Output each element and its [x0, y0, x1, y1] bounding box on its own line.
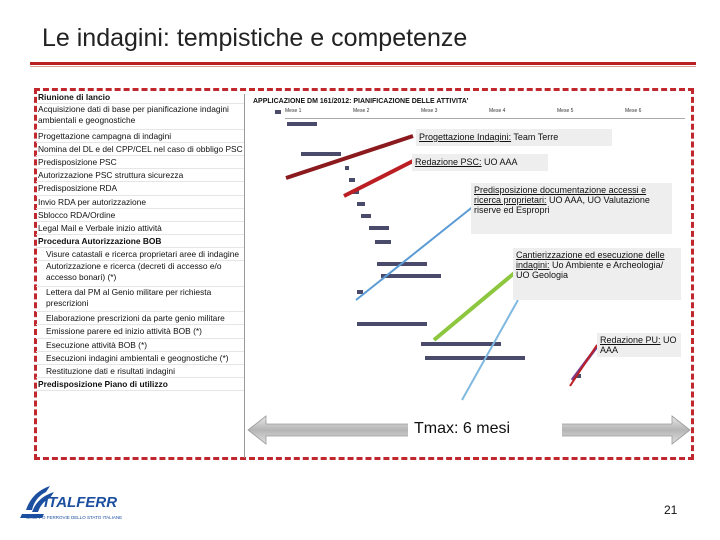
gantt-title: APPLICAZIONE DM 161/2012: PIANIFICAZIONE DELLE ATTIVITA' [253, 98, 469, 105]
task-row: Lettera dal PM al Genio militare per richiesta prescrizioni [36, 287, 244, 312]
month-label: Mese 1 [285, 108, 302, 114]
task-row: Predisposizione PSC [36, 156, 244, 169]
page-title: Le indagini: tempistiche e competenze [42, 24, 468, 52]
month-label: Mese 2 [353, 108, 370, 114]
month-label: Mese 3 [421, 108, 438, 114]
callout-pu [597, 333, 681, 357]
callout-tail: UO AAA [481, 157, 518, 167]
callout-head: Redazione PSC: [415, 157, 482, 167]
connector-pu-2 [570, 345, 597, 386]
callout-cantierizzazione [513, 248, 681, 300]
logo-subtitle: GRUPPO FERROVIE DELLO STATO ITALIANE [26, 515, 123, 520]
tmax-label: Tmax: 6 mesi [414, 420, 511, 437]
callout-head: Redazione PU: [600, 335, 661, 345]
callout-head: Predisposizione documentazione accessi e ricerca proprietari: [474, 185, 647, 205]
task-row: Predisposizione RDA [36, 182, 244, 195]
connector-cantierizzazione [434, 270, 518, 340]
task-row: Riunione di lancio [36, 91, 244, 104]
month-label: Mese 4 [489, 108, 506, 114]
callout-head: Cantierizzazione ed esecuzione delle indagini: [516, 250, 665, 270]
task-row: Invio RDA per autorizzazione [36, 196, 244, 209]
task-row: Autorizzazione PSC struttura sicurezza [36, 169, 244, 182]
callout-accessi [471, 183, 672, 234]
task-row: Emissione parere ed inizio attività BOB (*) [36, 325, 244, 338]
month-label: Mese 6 [625, 108, 642, 114]
callout-psc [412, 154, 548, 171]
callout-tail: UO AAA, UO Valutazione riserve ed Espropri [474, 195, 650, 215]
page-number: 21 [664, 503, 678, 517]
task-row: Elaborazione prescrizioni da parte genio militare [36, 312, 244, 325]
logo-wordmark: ITALFERR [44, 494, 118, 511]
task-row: Predisposizione Piano di utilizzo [36, 378, 244, 391]
task-row: Sblocco RDA/Ordine [36, 209, 244, 222]
task-row: Nomina del DL e del CPP/CEL nel caso di obbligo PSC [36, 143, 244, 156]
task-row: Visure catastali e ricerca proprietari aree di indagine [36, 248, 244, 261]
task-row: Procedura Autorizzazione BOB [36, 235, 244, 248]
task-row: Esecuzioni indagini ambientali e geognostiche (*) [36, 352, 244, 365]
task-row: Legal Mail e Verbale inizio attività [36, 222, 244, 235]
callout-tail: Team Terre [511, 132, 559, 142]
task-row: Progettazione campagna di indagini [36, 130, 244, 143]
callout-tail: Uo Ambiente e Archeologia/ UO Geologia [516, 260, 664, 280]
task-row: Restituzione dati e risultati indagini [36, 365, 244, 378]
task-row: Autorizzazione e ricerca (decreti di accesso e/o accesso bonari) (*) [36, 261, 244, 286]
callout-tail: UO AAA [600, 335, 677, 355]
connector-accessi [356, 205, 475, 300]
callout-progettazione [416, 129, 612, 146]
callout-head: Progettazione Indagini: [419, 132, 512, 142]
month-label: Mese 5 [557, 108, 574, 114]
connector-cantierizzazione-2 [462, 300, 518, 400]
task-row: Acquisizione dati di base per pianificazione indagini ambientali e geognostiche [36, 104, 244, 129]
task-row: Esecuzione attività BOB (*) [36, 339, 244, 352]
connector-psc [344, 161, 413, 196]
